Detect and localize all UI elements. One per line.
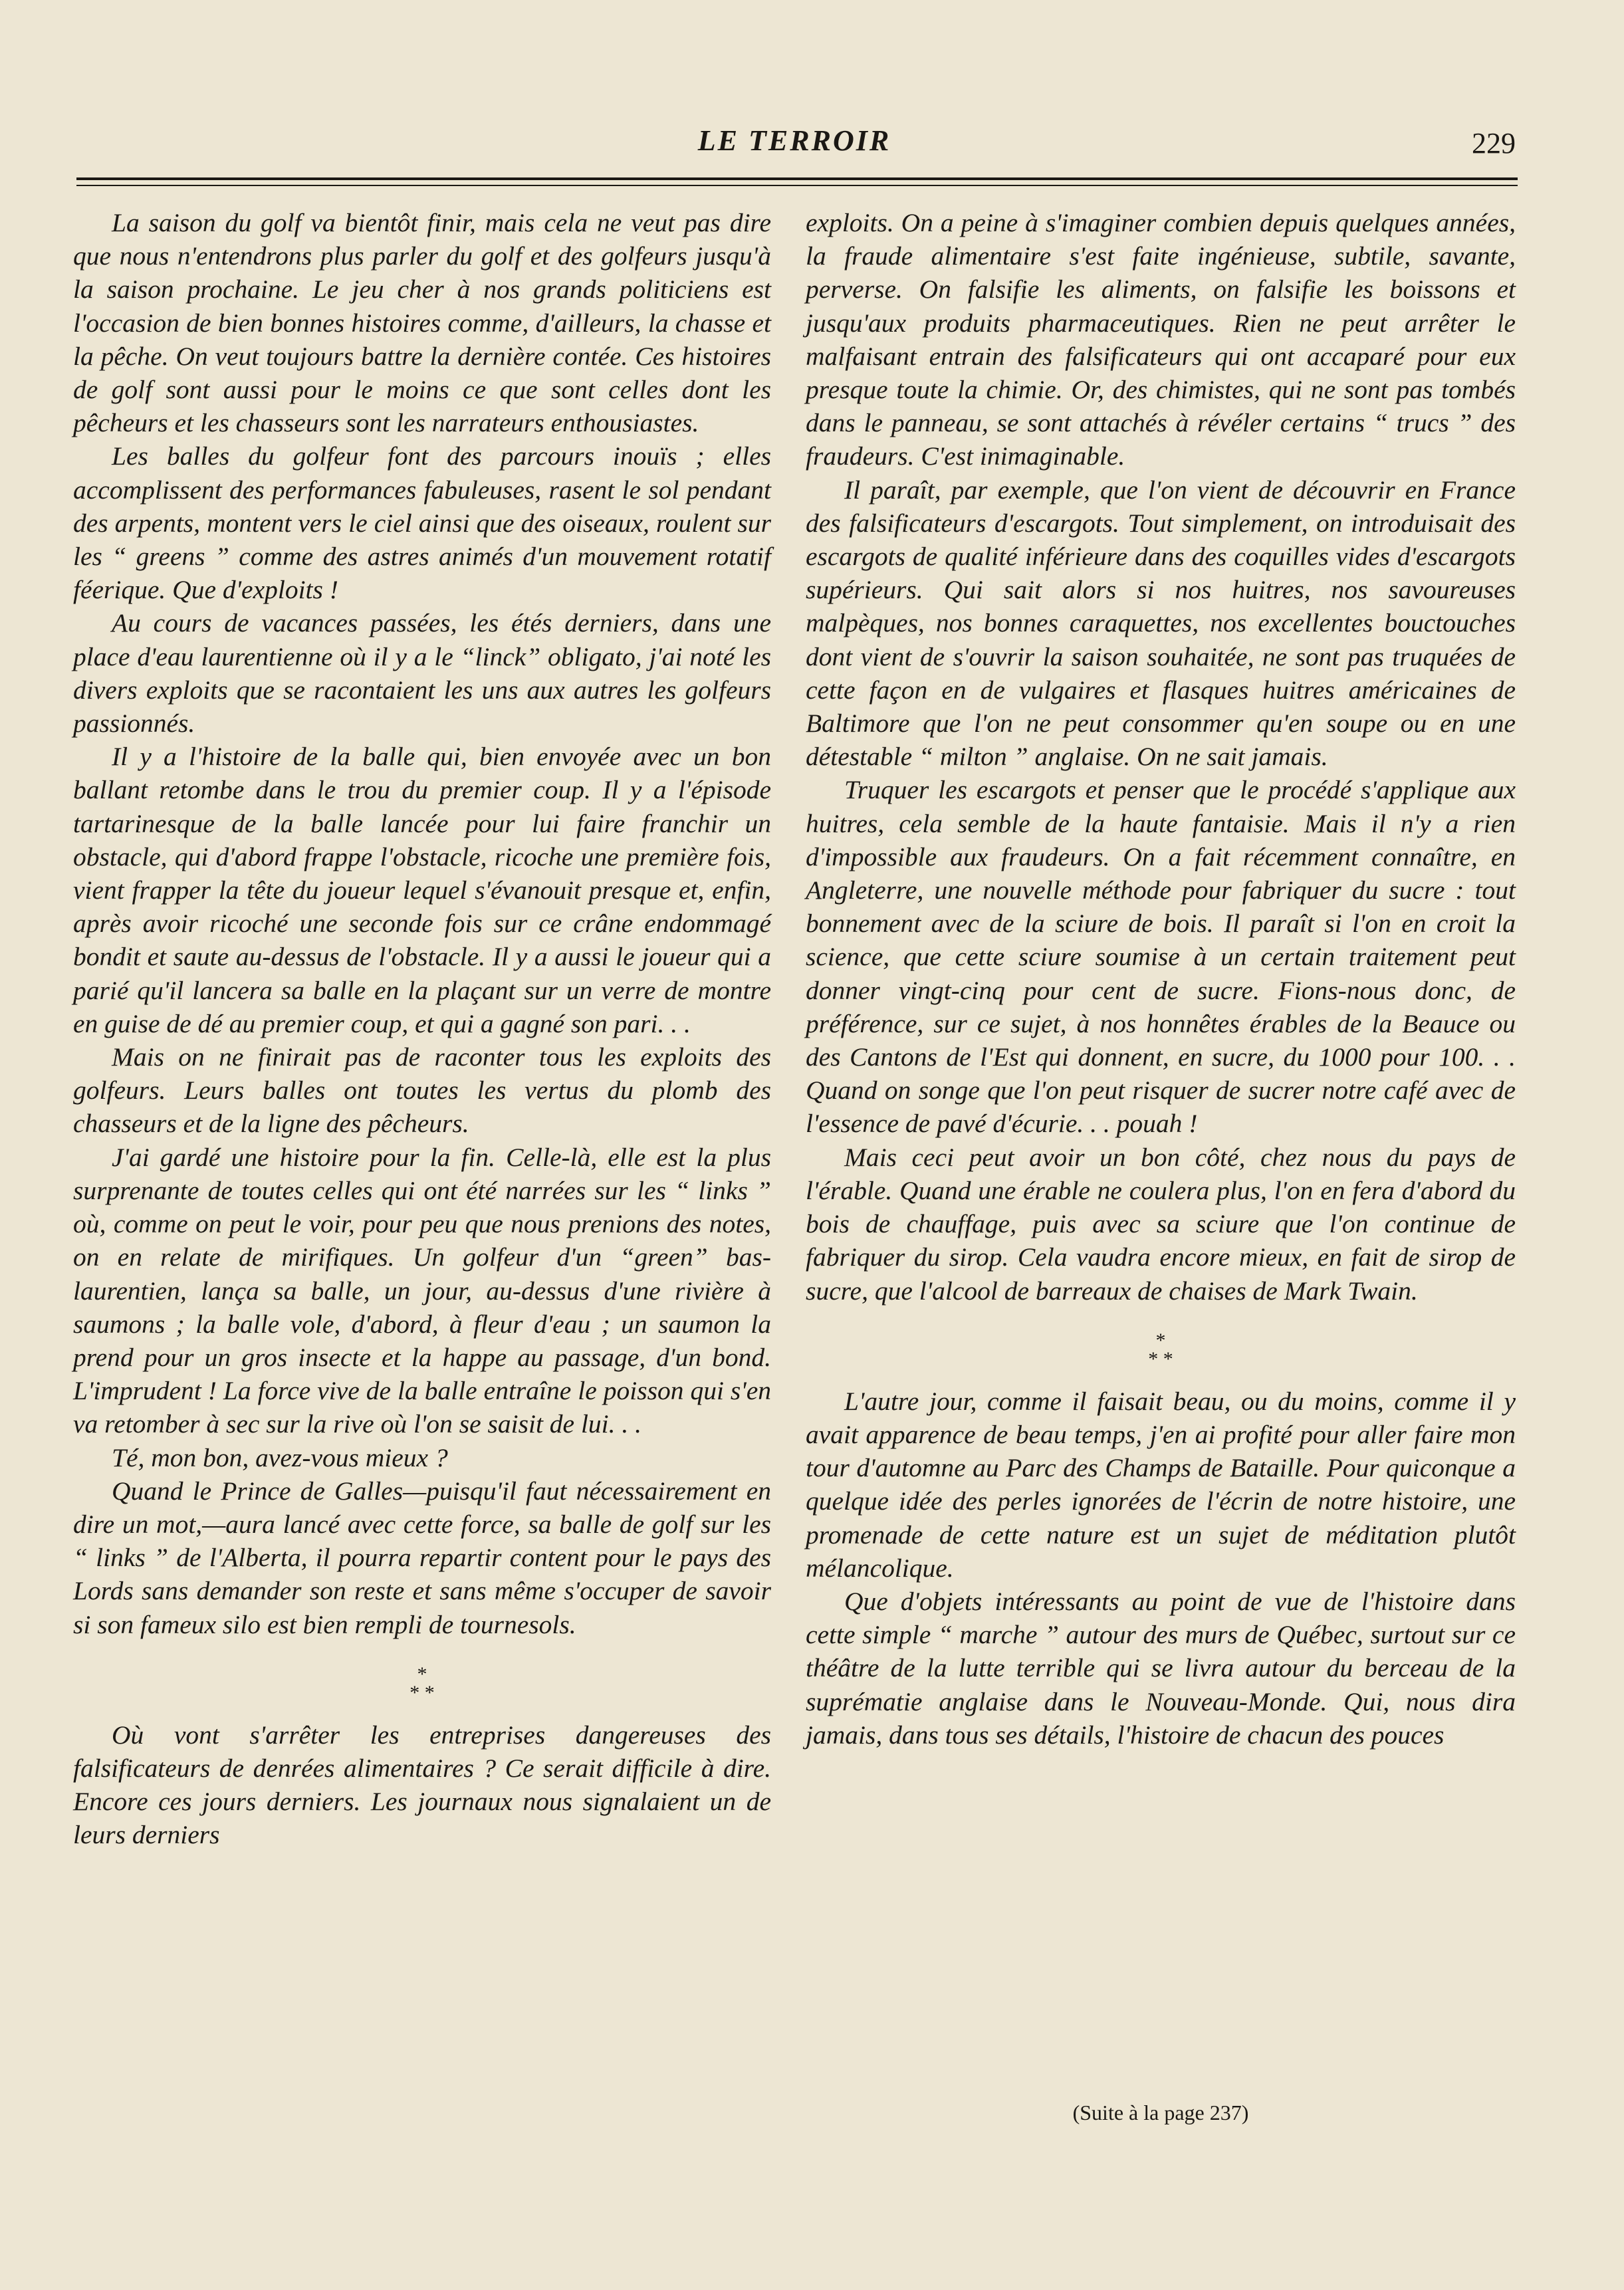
paragraph: Il y a l'histoire de la balle qui, bien envoyée avec un bon ballant retombe dans le trou du premier coup. Il y a l'épisode tartarinesque de la balle lancée pour lui faire franchir un obstacle, qui d'abord frappe l'obstacle, ricoche une première fois, vient frapper la tête du joueur lequel s'évanouit presque et, enfin, après avoir ricoché une seconde fois sur ce crâne endommagé bondit et saute au-dessus de l'obstacle. Il y a aussi le joueur qui a parié qu'il lancera sa balle en la plaçant sur un verre de montre en guise de dé au premier coup, et qui a gagné son pari. . . — [73, 742, 771, 1038]
header-rule-thin — [76, 185, 1518, 186]
continuation-note: (Suite à la page 237) — [1072, 2101, 1249, 2124]
section-separator — [73, 1662, 771, 1704]
separator-line: * * — [1148, 1347, 1173, 1370]
separator-line: * * — [409, 1681, 435, 1704]
paragraph: La saison du golf va bientôt finir, mais cela ne veut pas dire que nous n'entendrons plus parler du golf et des golfeurs jusqu'à la saison prochaine. Le jeu cher à nos grands politiciens est l'occasion de bien bonnes histoires comme, d'ailleurs, la chasse et la pêche. On veut toujours battre la dernière contée. Ces histoires de golf sont aussi pour le moins ce que sont celles dont les pêcheurs et les chasseurs sont les narrateurs enthousiastes. — [73, 208, 771, 438]
paragraph: J'ai gardé une histoire pour la fin. Celle-là, elle est la plus surprenante de toutes celles qui ont été narrées sur les “ links ” où, comme on peut le voir, pour peu que nous prenions des notes, on en relate de mirifiques. Un golfeur d'un “green” bas-laurentien, lança sa balle, un jour, au-dessus d'une rivière à saumons ; la balle vole, d'abord, à fleur d'eau ; un saumon la prend pour un gros insecte et la happe au passage, d'un bond. L'imprudent ! La force vive de la balle entraîne le poisson qui s'en va retomber à sec sur la rive où l'on se saisit de lui. . . — [73, 1142, 771, 1439]
right-column — [806, 206, 1516, 1752]
paragraph: exploits. On a peine à s'imaginer combien depuis quelques années, la fraude alimentaire s'est faite ingénieuse, subtile, savante, perverse. On falsifie les aliments, on falsifie les boissons et jusqu'aux produits pharmaceutiques. Rien ne peut arrêter le malfaisant entrain des falsificateurs qui ont accaparé pour eux presque toute la chimie. Or, des chimistes, qui ne sont pas tombés dans le panneau, se sont attachés à révéler certains “ trucs ” des fraudeurs. C'est inimaginable. — [806, 208, 1516, 471]
paragraph: Que d'objets intéressants au point de vue de l'histoire dans cette simple “ marche ” autour des murs de Québec, surtout sur ce théâtre de la lutte terrible qui se livra autour du berceau de la suprématie anglaise dans le Nouveau-Monde. Qui, nous dira jamais, dans tous ses détails, l'histoire de chacun des pouces — [806, 1586, 1516, 1750]
section-separator — [806, 1331, 1516, 1369]
paragraph: Il paraît, par exemple, que l'on vient de découvrir en France des falsificateurs d'escargots. Tout simplement, on introduisait des escargots de qualité inférieure dans des coquilles vides d'escargots supérieurs. Qui sait alors si nos huitres, nos savoureuses malpèques, nos bonnes caraquettes, nos excellentes bouctouches dont vient de s'ouvrir la saison souhaitée, ne sont pas truquées de cette façon en de vulgaires et flasques huitres américaines de Baltimore que l'on ne peut consommer qu'en soupe ou en une détestable “ milton ” anglaise. On ne sait jamais. — [806, 475, 1516, 772]
paragraph: Quand le Prince de Galles—puisqu'il faut nécessairement en dire un mot,—aura lancé avec cette force, sa balle de golf sur les “ links ” de l'Alberta, il pourra repartir content pour le pays des Lords sans demander son reste et sans même s'occuper de savoir si son fameux silo est bien rempli de tournesols. — [73, 1476, 771, 1639]
page-number: 229 — [1472, 127, 1516, 160]
paragraph: Té, mon bon, avez-vous mieux ? — [112, 1442, 448, 1472]
paragraph: Les balles du golfeur font des parcours inouïs ; elles accomplissent des performances fabuleuses, rasent le sol pendant des arpents, montent vers le ciel ainsi que des oiseaux, roulent sur les “ greens ” comme des astres animés d'un mouvement rotatif féerique. Que d'exploits ! — [73, 441, 771, 605]
separator-line: * — [1155, 1329, 1166, 1351]
paragraph: Truquer les escargots et penser que le procédé s'applique aux huitres, cela semble de la haute fantaisie. Mais il n'y a rien d'impossible aux fraudeurs. On a fait récemment connaître, en Angleterre, une nouvelle méthode pour fabriquer du sucre : tout bonnement avec de la sciure de bois. Il paraît si l'on en croit la science, que cette sciure soumise à un certain traitement peut donner vingt-cinq pour cent de sucre. Fions-nous donc, de préférence, sur ce sujet, à nos honnêtes érables de la Beauce ou des Cantons de l'Est qui donnent, en sucre, du 1000 pour 100. . . Quand on songe que l'on peut risquer de sucrer notre café avec de l'essence de pavé d'écurie. . . pouah ! — [806, 775, 1516, 1139]
paragraph: Où vont s'arrêter les entreprises dangereuses des falsificateurs de denrées alimentaires ? Ce serait difficile à dire. Encore ces jours derniers. Les journaux nous signalaient un de leurs derniers — [73, 1720, 771, 1850]
left-column — [73, 206, 771, 1852]
running-title: LE TERROIR — [697, 124, 891, 157]
separator-line: * — [417, 1662, 427, 1685]
header-rule-thick — [76, 177, 1518, 180]
paragraph: Au cours de vacances passées, les étés derniers, dans une place d'eau laurentienne où il y a le “linck” obligato, j'ai noté les divers exploits que se racontaient les uns aux autres les golfeurs passionnés. — [73, 608, 771, 739]
paragraph: Mais on ne finirait pas de raconter tous les exploits des golfeurs. Leurs balles ont toutes les vertus du plomb des chasseurs et de la ligne des pêcheurs. — [73, 1042, 771, 1139]
page-header — [73, 120, 1516, 173]
paragraph: Mais ceci peut avoir un bon côté, chez nous du pays de l'érable. Quand une érable ne coulera plus, l'on en fera d'abord du bois de chauffage, puis avec sa sciure que l'on continue de fabriquer du sirop. Cela vaudra encore mieux, en fait de sirop de sucre, que l'alcool de barreaux de chaises de Mark Twain. — [806, 1142, 1516, 1306]
paragraph: L'autre jour, comme il faisait beau, ou du moins, comme il y avait apparence de beau temps, j'en ai profité pour aller faire mon tour d'automne au Parc des Champs de Bataille. Pour quiconque a quelque idée des perles ignorées de l'écrin de notre histoire, une promenade de cette nature est un sujet de méditation plutôt mélancolique. — [806, 1386, 1516, 1583]
